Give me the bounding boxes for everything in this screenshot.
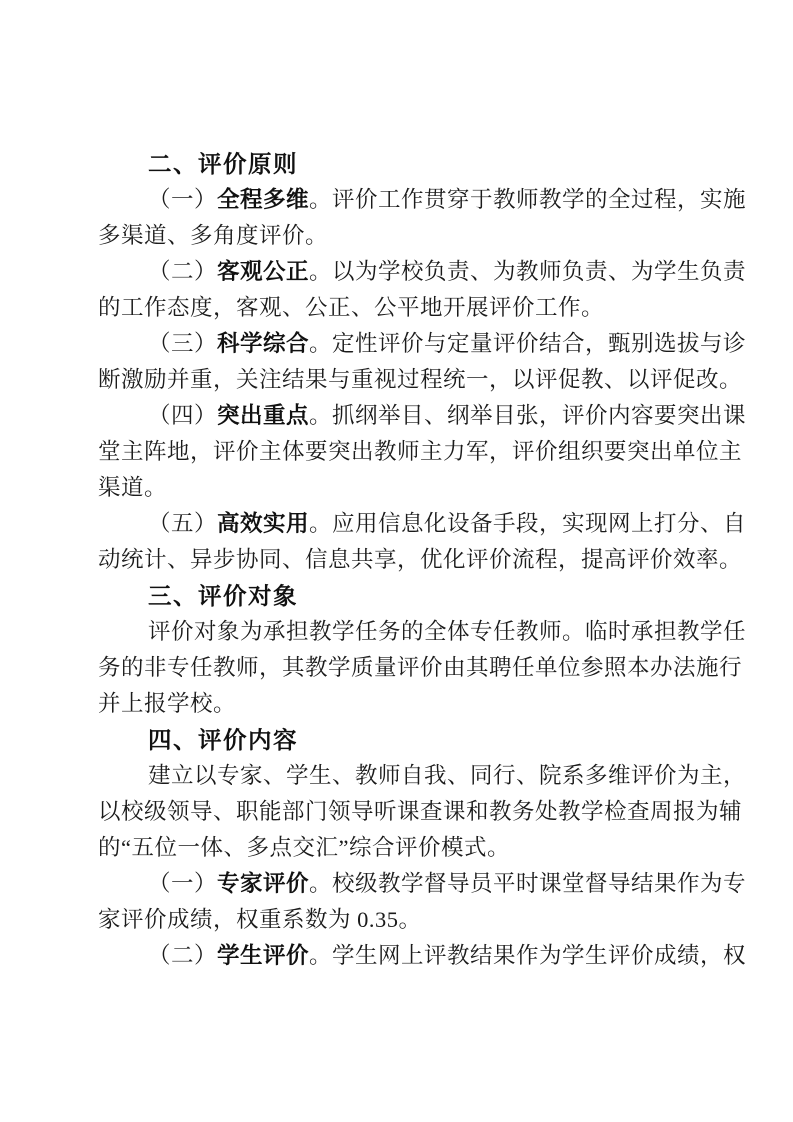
text-segment: 。以为学校负责、为教师负责、为学生负责 xyxy=(309,259,747,284)
paragraph-line xyxy=(98,254,747,290)
paragraph-line xyxy=(98,758,747,794)
section-heading xyxy=(98,578,738,614)
text-segment: 并上报学校。 xyxy=(98,691,237,716)
text-segment: 家评价成绩，权重系数为 0.35。 xyxy=(98,907,422,932)
text-segment: 。学生网上评教结果作为学生评价成绩，权 xyxy=(309,943,747,968)
paragraph-line xyxy=(98,902,738,938)
text-segment: 二、评价原则 xyxy=(148,151,298,177)
emphasized-term: 客观公正 xyxy=(217,259,310,284)
text-segment: 的“五位一体、多点交汇”综合评价模式。 xyxy=(98,835,510,860)
text-segment: 动统计、异步协同、信息共享，优化评价流程，提高评价效率。 xyxy=(98,547,743,572)
text-segment: 务的非专任教师，其教学质量评价由其聘任单位参照本办法施行 xyxy=(98,655,743,680)
paragraph-line xyxy=(98,326,747,362)
paragraph-line xyxy=(98,830,738,866)
paragraph-line xyxy=(98,362,743,398)
text-segment: 三、评价对象 xyxy=(148,583,298,609)
document-text-block xyxy=(98,146,747,974)
paragraph-line xyxy=(98,218,738,254)
emphasized-term: 科学综合 xyxy=(217,331,310,356)
text-segment: 。定性评价与定量评价结合，甄别选拔与诊 xyxy=(309,331,747,356)
text-segment: 。评价工作贯穿于教师教学的全过程，实施 xyxy=(309,187,747,212)
emphasized-term: 高效实用 xyxy=(217,511,310,536)
text-segment: 多渠道、多角度评价。 xyxy=(98,223,329,248)
paragraph-line xyxy=(98,470,738,506)
paragraph-line xyxy=(98,434,743,470)
text-segment: 断激励并重，关注结果与重视过程统一，以评促教、以评促改。 xyxy=(98,367,743,392)
paragraph-line xyxy=(98,686,738,722)
paragraph-line xyxy=(98,182,747,218)
text-segment: 的工作态度，客观、公正、公平地开展评价工作。 xyxy=(98,295,605,320)
text-segment: （一） xyxy=(148,871,218,896)
text-segment: 评价对象为承担教学任务的全体专任教师。临时承担教学任 xyxy=(148,619,747,644)
emphasized-term: 学生评价 xyxy=(217,943,310,968)
text-segment: 。校级教学督导员平时课堂督导结果作为专 xyxy=(309,871,747,896)
text-segment: 堂主阵地，评价主体要突出教师主力军，评价组织要突出单位主 xyxy=(98,439,743,464)
paragraph-line xyxy=(98,650,743,686)
paragraph-line xyxy=(98,866,747,902)
section-heading xyxy=(98,722,738,758)
text-segment: （四） xyxy=(148,403,218,428)
text-segment: （二） xyxy=(148,943,218,968)
paragraph-line xyxy=(98,398,747,434)
text-segment: （五） xyxy=(148,511,218,536)
text-segment: （一） xyxy=(148,187,218,212)
emphasized-term: 全程多维 xyxy=(217,187,310,212)
text-segment: （三） xyxy=(148,331,218,356)
paragraph-line xyxy=(98,506,747,542)
text-segment: 四、评价内容 xyxy=(148,727,298,753)
text-segment: （二） xyxy=(148,259,218,284)
paragraph-line xyxy=(98,938,747,974)
text-segment: 以校级领导、职能部门领导听课查课和教务处教学检查周报为辅 xyxy=(98,799,743,824)
emphasized-term: 专家评价 xyxy=(217,871,310,896)
section-heading xyxy=(98,146,738,182)
text-segment: 渠道。 xyxy=(98,475,168,500)
paragraph-line xyxy=(98,794,743,830)
paragraph-line xyxy=(98,290,738,326)
text-segment: 。抓纲举目、纲举目张，评价内容要突出课 xyxy=(309,403,747,428)
emphasized-term: 突出重点 xyxy=(217,403,310,428)
text-segment: 建立以专家、学生、教师自我、同行、院系多维评价为主， xyxy=(148,763,747,788)
paragraph-line xyxy=(98,542,743,578)
text-segment: 。应用信息化设备手段，实现网上打分、自 xyxy=(309,511,747,536)
paragraph-line xyxy=(98,614,747,650)
